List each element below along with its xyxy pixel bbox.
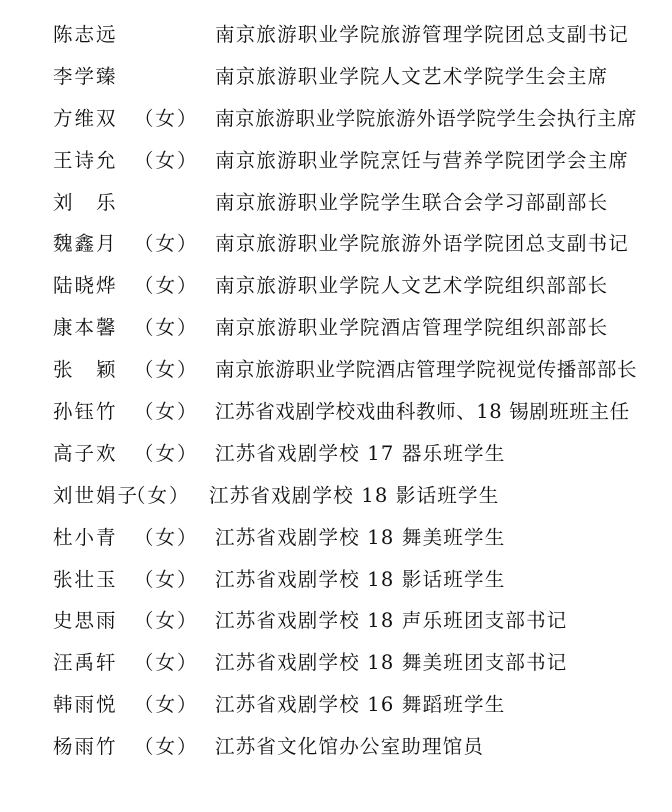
person-position: 江苏省戏剧学校 18 声乐班团支部书记 [215, 609, 568, 633]
person-position: 江苏省戏剧学校 16 舞蹈班学生 [215, 693, 506, 717]
person-name: 韩雨悦 [53, 693, 118, 717]
list-item [0, 56, 672, 98]
person-position: 南京旅游职业学院烹饪与营养学院团学会主席 [215, 148, 630, 172]
gender-note: （女） [126, 483, 191, 507]
gender-note: （女） [134, 735, 199, 759]
person-position: 江苏省戏剧学校 17 器乐班学生 [215, 441, 506, 465]
person-position: 南京旅游职业学院人文艺术学院组织部部长 [215, 274, 609, 298]
list-item [0, 642, 672, 684]
gender-note: （女） [134, 525, 199, 549]
list-item [0, 600, 672, 642]
person-name: 孙钰竹 [53, 400, 118, 424]
list-item [0, 98, 672, 140]
person-name: 康本馨 [53, 316, 118, 340]
person-name: 张壮玉 [53, 567, 118, 591]
list-item [0, 517, 672, 559]
gender-note: （女） [134, 232, 199, 256]
person-name: 史思雨 [53, 609, 118, 633]
person-position: 江苏省戏剧学校戏曲科教师、18 锡剧班班主任 [215, 400, 630, 424]
gender-note: （女） [134, 316, 199, 340]
gender-note: （女） [134, 148, 199, 172]
gender-note: （女） [134, 400, 199, 424]
person-position: 江苏省戏剧学校 18 舞美班团支部书记 [215, 651, 568, 675]
gender-note: （女） [134, 441, 199, 465]
person-name: 陆晓烨 [53, 274, 118, 298]
person-name: 高子欢 [53, 441, 118, 465]
list-item [0, 223, 672, 265]
gender-note: （女） [134, 609, 199, 633]
person-position: 江苏省戏剧学校 18 舞美班学生 [215, 525, 506, 549]
list-item [0, 559, 672, 601]
person-position: 南京旅游职业学院旅游管理学院团总支副书记 [215, 23, 630, 46]
list-item [0, 391, 672, 433]
list-item [0, 726, 672, 768]
person-position: 南京旅游职业学院旅游外语学院团总支副书记 [215, 232, 630, 256]
person-position: 南京旅游职业学院学生联合会学习部副部长 [215, 190, 609, 214]
person-name: 杜小青 [53, 525, 118, 549]
person-position: 南京旅游职业学院酒店管理学院视觉传播部部长 [215, 358, 638, 382]
list-item [0, 14, 672, 56]
gender-note: （女） [134, 567, 199, 591]
gender-note: （女） [134, 693, 199, 717]
list-item [0, 433, 672, 475]
person-name: 王诗允 [53, 148, 118, 172]
person-name: 李学臻 [53, 64, 118, 88]
gender-note: （女） [134, 651, 199, 675]
list-item [0, 475, 672, 517]
person-name: 张 颖 [53, 358, 118, 382]
person-position: 南京旅游职业学院人文艺术学院学生会主席 [215, 64, 609, 88]
list-item [0, 182, 672, 224]
list-item [0, 684, 672, 726]
person-position: 南京旅游职业学院旅游外语学院学生会执行主席 [215, 106, 638, 130]
person-position: 江苏省戏剧学校 18 影话班学生 [215, 567, 506, 591]
person-name: 刘世娟子 [53, 483, 140, 507]
list-item [0, 307, 672, 349]
person-name: 方维双 [53, 106, 118, 130]
person-position: 江苏省戏剧学校 18 影话班学生 [209, 483, 500, 507]
person-name: 陈志远 [53, 23, 118, 46]
person-position: 江苏省文化馆办公室助理馆员 [215, 735, 485, 759]
list-item [0, 265, 672, 307]
person-name: 刘 乐 [53, 190, 118, 214]
list-item [0, 349, 672, 391]
list-item [0, 140, 672, 182]
person-name: 魏鑫月 [53, 232, 118, 256]
gender-note: （女） [134, 274, 199, 298]
member-list [0, 14, 672, 768]
person-name: 汪禹轩 [53, 651, 118, 675]
person-position: 南京旅游职业学院酒店管理学院组织部部长 [215, 316, 609, 340]
person-name: 杨雨竹 [53, 735, 118, 759]
gender-note: （女） [134, 106, 199, 130]
gender-note: （女） [134, 358, 199, 382]
